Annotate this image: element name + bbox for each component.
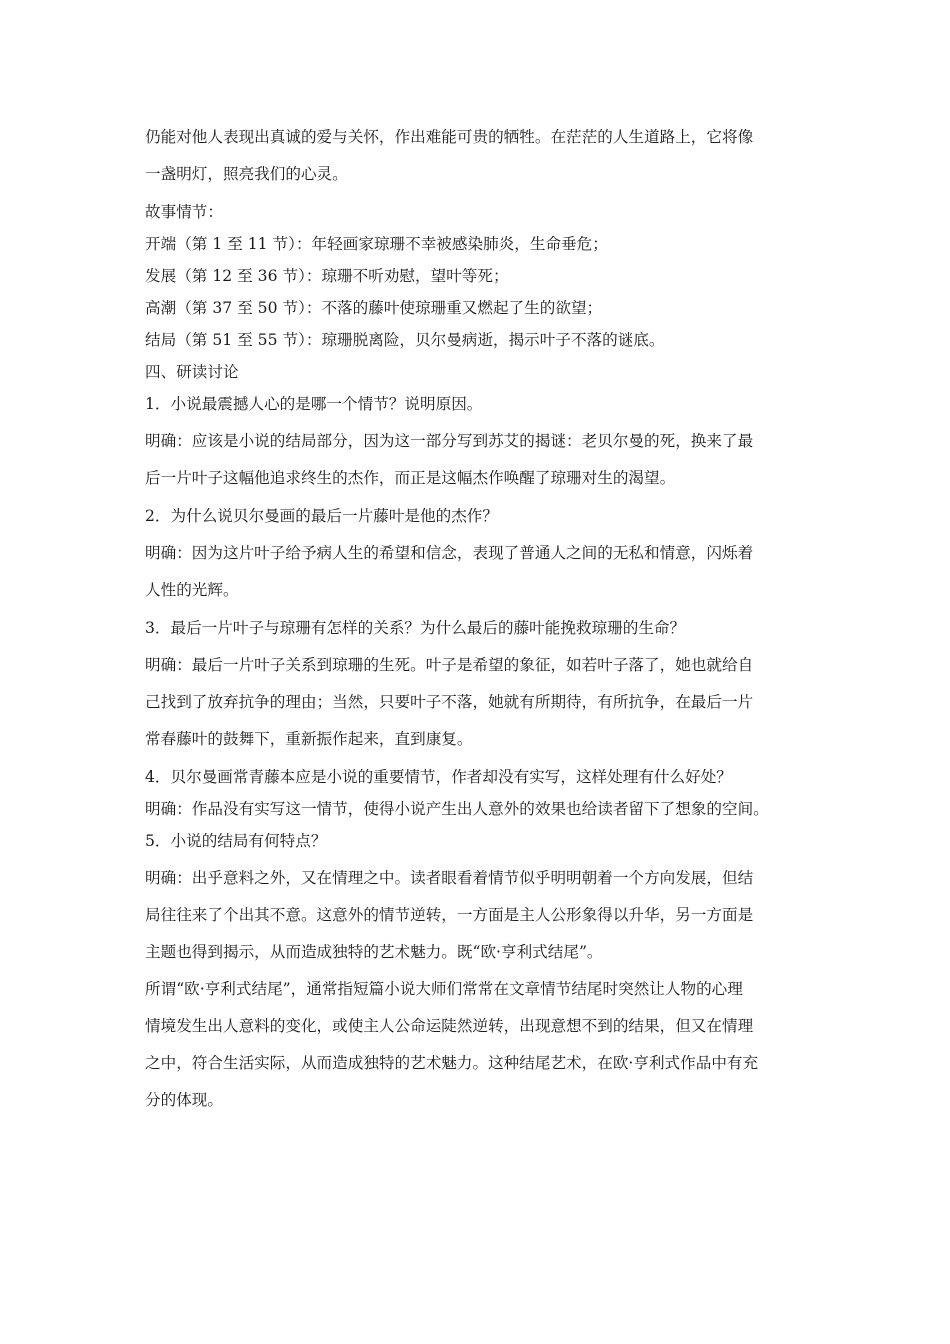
text-line: 局往往来了个出其不意。这意外的情节逆转，一方面是主人公形象得以升华，另一方面是	[145, 906, 754, 924]
text-line: 常春藤叶的鼓舞下，重新振作起来，直到康复。	[145, 730, 473, 748]
section-heading: 四、研读讨论	[145, 363, 239, 381]
intro-paragraph	[145, 119, 810, 193]
answer-3	[145, 647, 810, 758]
text-line: 所谓“欧·亨利式结尾”，通常指短篇小说大师们常常在文章情节结尾时突然让人物的心理	[145, 980, 743, 998]
plot-heading: 故事情节：	[145, 203, 223, 221]
text-line: 之中，符合生活实际，从而造成独特的艺术魅力。这种结尾艺术，在欧·亨利式作品中有充	[145, 1054, 759, 1072]
text-line: 明确：出乎意料之外，又在情理之中。读者眼看着情节似乎明明朝着一个方向发展，但结	[145, 869, 754, 887]
text-line: 情境发生出人意料的变化，或使主人公命运陡然逆转，出现意想不到的结果，但又在情理	[145, 1017, 754, 1035]
text-line: 明确：最后一片叶子关系到琼珊的生死。叶子是希望的象征，如若叶子落了，她也就给自	[145, 656, 754, 674]
text-line: 仍能对他人表现出真诚的爱与关怀，作出难能可贵的牺牲。在茫茫的人生道路上，它将像	[145, 128, 754, 146]
ohenry-ending-note	[145, 971, 810, 1119]
answer-5	[145, 860, 810, 971]
text-line: 一盏明灯，照亮我们的心灵。	[145, 165, 348, 183]
plot-item-development: 发展（第 12 至 36 节）：琼珊不听劝慰，望叶等死；	[145, 267, 509, 285]
text-line: 己找到了放弃抗争的理由；当然，只要叶子不落，她就有所期待，有所抗争，在最后一片	[145, 693, 754, 711]
question-3: 3．最后一片叶子与琼珊有怎样的关系？为什么最后的藤叶能挽救琼珊的生命？	[145, 619, 686, 637]
document-body	[145, 119, 810, 1119]
plot-item-climax: 高潮（第 37 至 50 节）：不落的藤叶使琼珊重又燃起了生的欲望；	[145, 299, 603, 317]
text-line: 主题也得到揭示，从而造成独特的艺术魅力。既“欧·亨利式结尾”。	[145, 943, 603, 961]
answer-1	[145, 423, 810, 497]
text-line: 后一片叶子这幅他追求终生的杰作，而正是这幅杰作唤醒了琼珊对生的渴望。	[145, 469, 676, 487]
text-line: 分的体现。	[145, 1091, 223, 1109]
question-2: 2．为什么说贝尔曼画的最后一片藤叶是他的杰作？	[145, 507, 498, 525]
plot-item-ending: 结局（第 51 至 55 节）：琼珊脱离险，贝尔曼病逝，揭示叶子不落的谜底。	[145, 331, 665, 349]
text-line: 人性的光辉。	[145, 581, 239, 599]
answer-2	[145, 535, 810, 609]
question-4: 4．贝尔曼画常青藤本应是小说的重要情节，作者却没有实写，这样处理有什么好处？	[145, 768, 732, 786]
text-line: 明确：应该是小说的结局部分，因为这一部分写到苏艾的揭谜：老贝尔曼的死，换来了最	[145, 432, 754, 450]
answer-4: 明确：作品没有实写这一情节，使得小说产生出人意外的效果也给读者留下了想象的空间。	[145, 800, 769, 818]
text-line: 明确：因为这片叶子给予病人生的希望和信念，表现了普通人之间的无私和情意，闪烁着	[145, 544, 754, 562]
question-1: 1．小说最震撼人心的是哪一个情节？说明原因。	[145, 395, 483, 413]
question-5: 5．小说的结局有何特点？	[145, 832, 327, 850]
plot-item-beginning: 开端（第 1 至 11 节）：年轻画家琼珊不幸被感染肺炎，生命垂危；	[145, 235, 608, 253]
